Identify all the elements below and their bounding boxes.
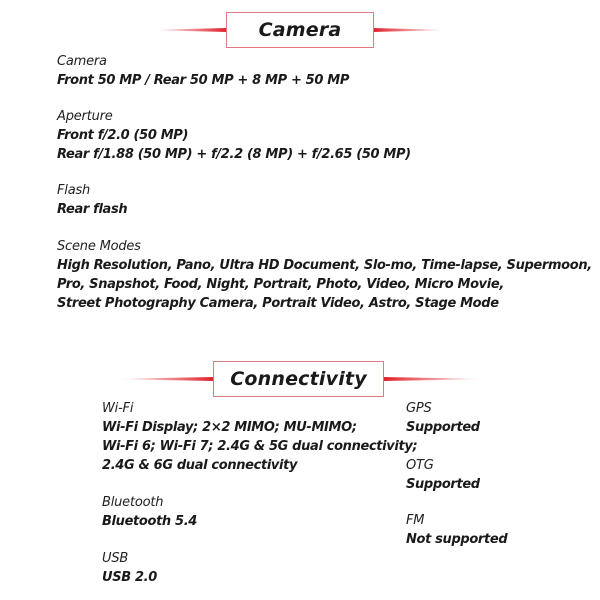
- spec-wifi: [102, 399, 417, 475]
- spec-gps: [406, 399, 480, 437]
- spec-label: FM: [406, 513, 425, 528]
- spec-label: Aperture: [57, 109, 113, 124]
- spec-value: Not supported: [406, 532, 508, 547]
- spec-label: Scene Modes: [57, 239, 141, 254]
- section-title: Connectivity: [213, 361, 384, 397]
- spec-label: Camera: [57, 54, 107, 69]
- header-decoration-line: [155, 28, 227, 32]
- spec-label: Bluetooth: [102, 495, 164, 510]
- spec-value: Street Photography Camera, Portrait Video, Astro, Stage Mode: [57, 296, 499, 311]
- spec-label: OTG: [406, 458, 434, 473]
- spec-usb: [102, 549, 157, 587]
- spec-label: USB: [102, 551, 129, 566]
- spec-value: Pro, Snapshot, Food, Night, Portrait, Photo, Video, Micro Movie,: [57, 277, 504, 292]
- spec-label: Wi-Fi: [102, 401, 134, 416]
- spec-label: Flash: [57, 183, 91, 198]
- spec-flash: [57, 181, 127, 219]
- spec-camera: [57, 52, 349, 90]
- spec-value: Front 50 MP / Rear 50 MP + 8 MP + 50 MP: [57, 73, 349, 88]
- spec-fm: [406, 511, 507, 549]
- header-decoration-line: [120, 377, 214, 381]
- spec-bluetooth: [102, 493, 197, 531]
- spec-value: Wi-Fi 6; Wi-Fi 7; 2.4G & 5G dual connectivity;: [102, 439, 418, 454]
- spec-value: High Resolution, Pano, Ultra HD Document, Slo-mo, Time-lapse, Supermoon,: [57, 258, 592, 273]
- header-decoration-line: [373, 28, 445, 32]
- spec-label: GPS: [406, 401, 432, 416]
- spec-value: Rear f/1.88 (50 MP) + f/2.2 (8 MP) + f/2.65 (50 MP): [57, 147, 411, 162]
- spec-aperture: [57, 107, 411, 164]
- header-decoration-line: [383, 377, 480, 381]
- spec-value: Bluetooth 5.4: [102, 514, 197, 529]
- spec-value: Wi-Fi Display; 2×2 MIMO; MU-MIMO;: [102, 420, 357, 435]
- spec-scene-modes: [57, 237, 592, 313]
- spec-value: Rear flash: [57, 202, 128, 217]
- connectivity-section-header: [120, 361, 480, 397]
- spec-value: Supported: [406, 477, 480, 492]
- spec-value: USB 2.0: [102, 570, 157, 585]
- spec-value: 2.4G & 6G dual connectivity: [102, 458, 298, 473]
- spec-otg: [406, 456, 480, 494]
- camera-section-header: [155, 12, 445, 48]
- spec-value: Supported: [406, 420, 480, 435]
- spec-value: Front f/2.0 (50 MP): [57, 128, 189, 143]
- section-title: Camera: [226, 12, 374, 48]
